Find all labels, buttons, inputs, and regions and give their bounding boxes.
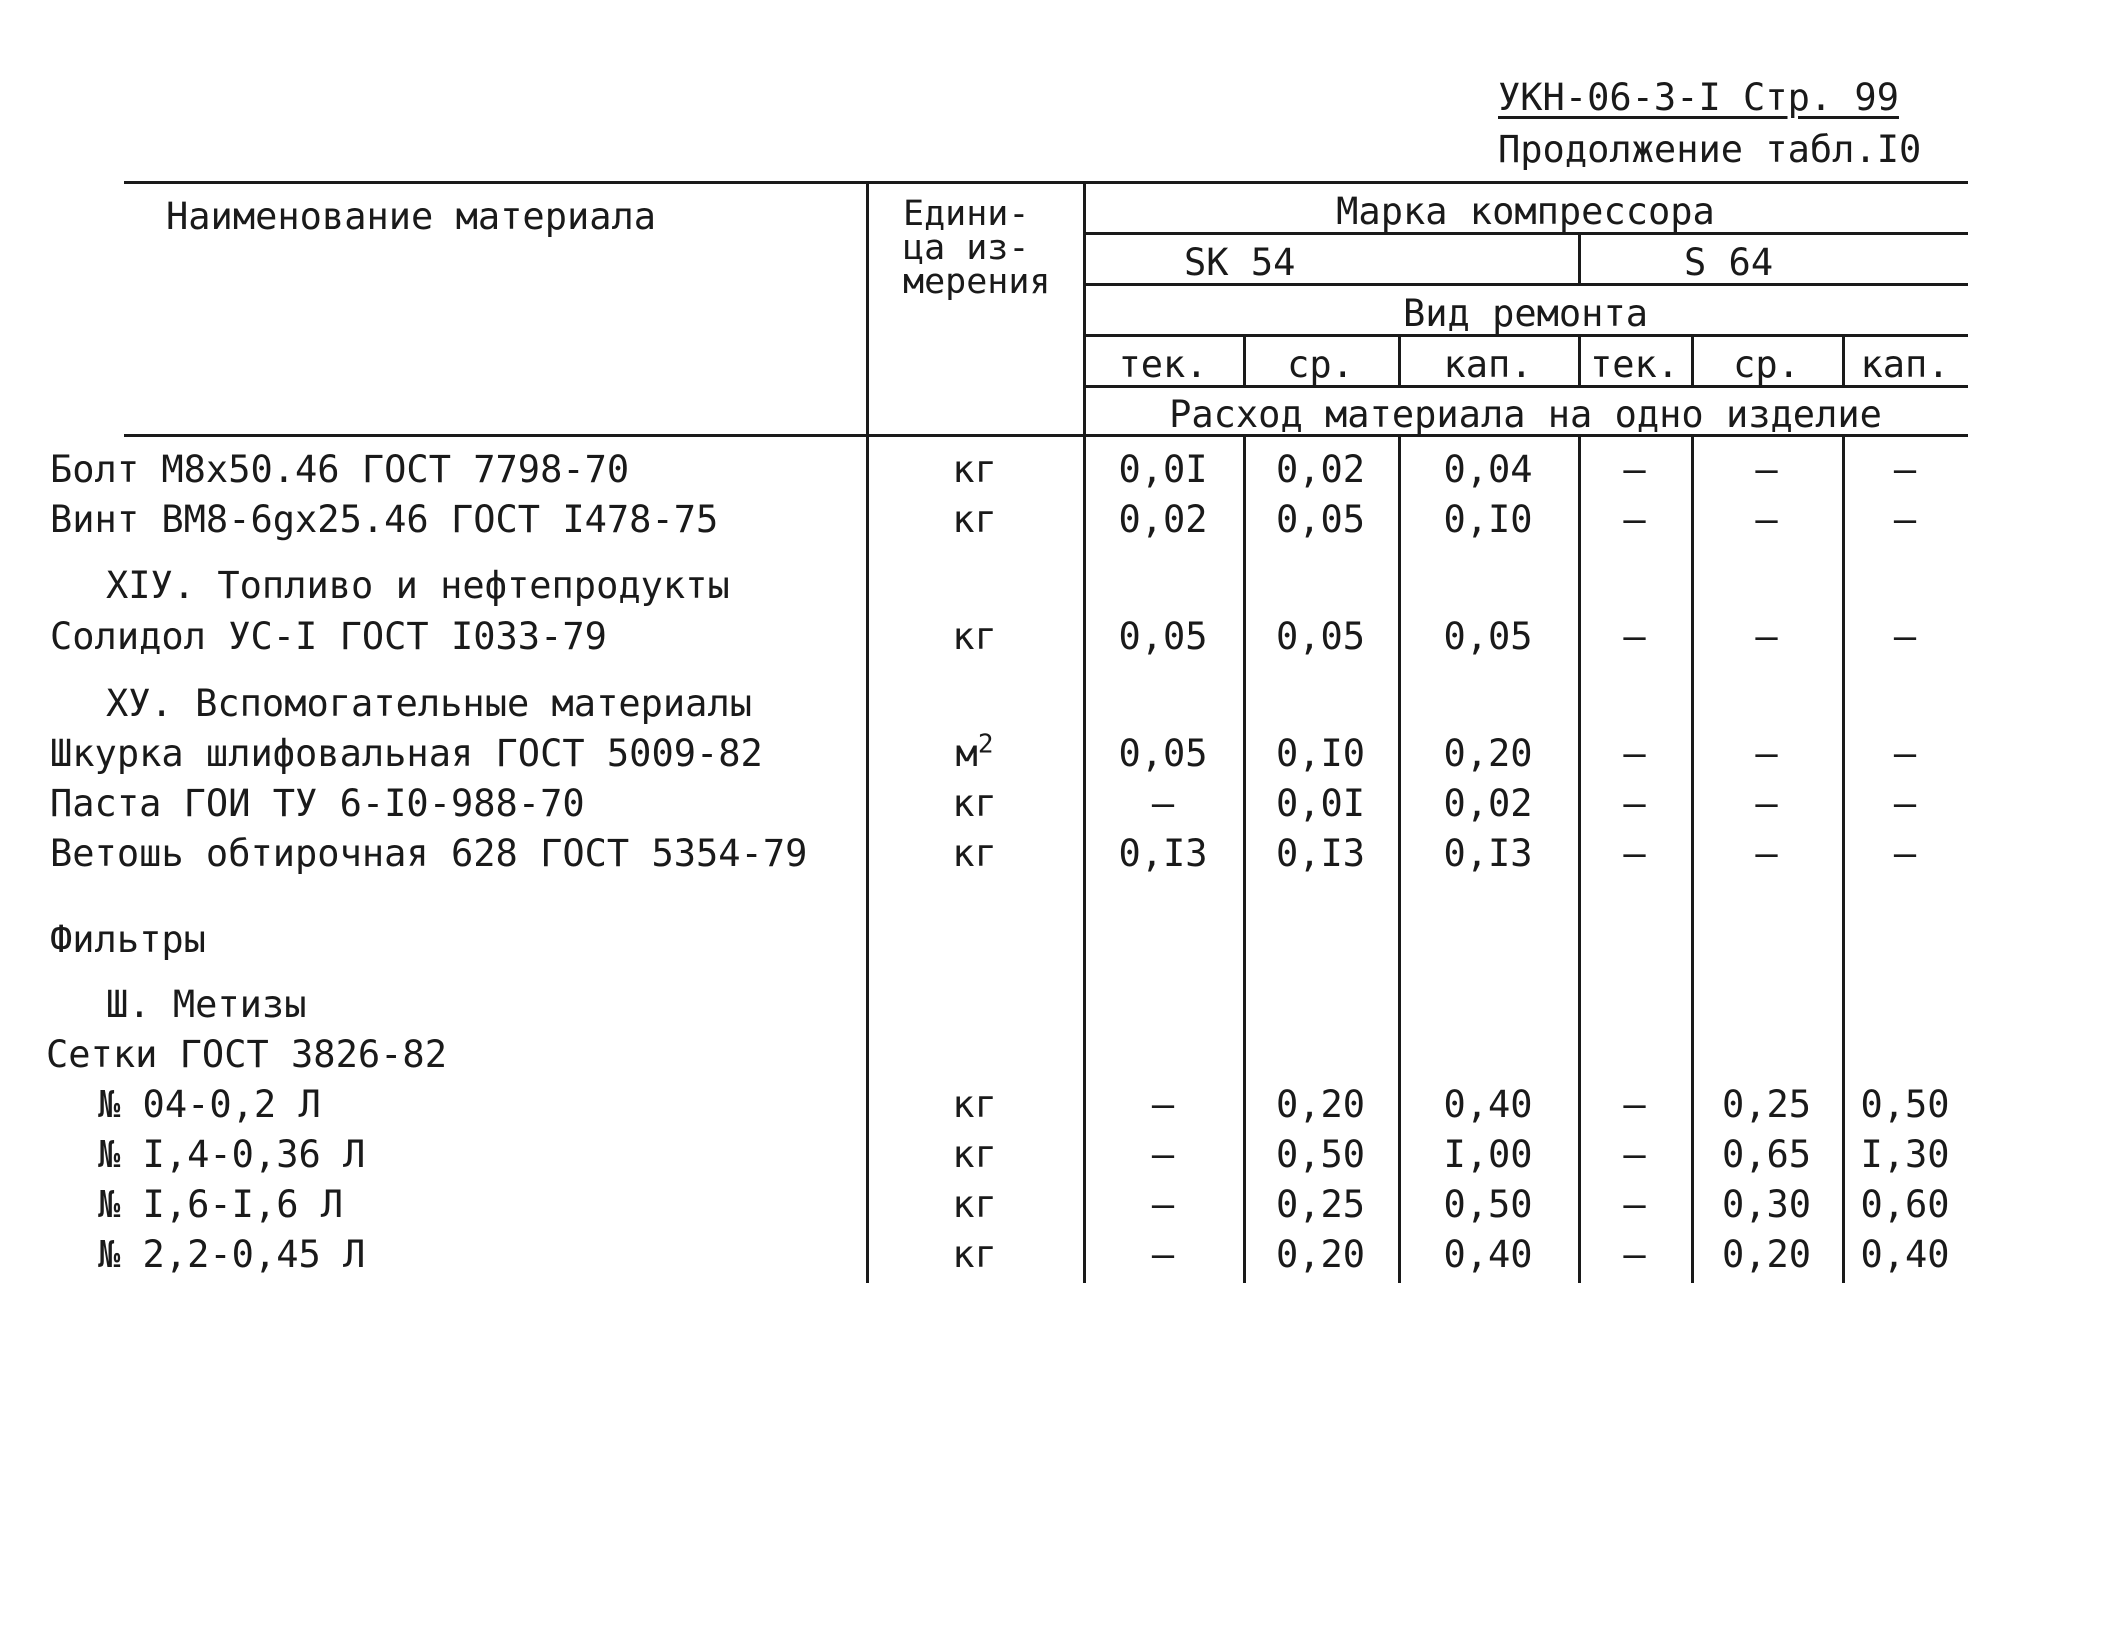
header-col-kap-1: кап.: [1443, 343, 1533, 386]
header-col-sr-1: ср.: [1287, 343, 1354, 386]
cell-value: –: [1755, 782, 1778, 825]
header-col-tek-2: тек.: [1589, 343, 1680, 386]
cell-value: –: [1755, 615, 1778, 658]
cell-value: –: [1893, 498, 1917, 541]
cell-value: 0,20: [1721, 1233, 1812, 1276]
table-continuation-label: Продолжение табл.I0: [1498, 128, 1922, 171]
row-unit: кг: [952, 1183, 997, 1226]
document-code: УКН-06-3-I Стр. 99: [1498, 76, 1899, 119]
row-name: № I,6-I,6 Л: [98, 1183, 344, 1226]
section-heading: Ш. Метизы: [106, 983, 307, 1026]
cell-value: 0,40: [1443, 1233, 1533, 1276]
cell-value: 0,0I: [1275, 782, 1366, 825]
cell-value: 0,02: [1275, 448, 1366, 491]
header-model-sk54: SK 54: [1184, 241, 1296, 284]
cell-value: 0,I0: [1275, 732, 1366, 775]
cell-value: –: [1623, 448, 1646, 491]
section-heading: Фильтры: [50, 918, 206, 961]
cell-value: –: [1623, 832, 1646, 875]
cell-value: –: [1755, 448, 1778, 491]
cell-value: –: [1893, 832, 1917, 875]
header-consumption: Расход материала на одно изделие: [1169, 393, 1882, 436]
cell-value: 0,I3: [1275, 832, 1366, 875]
cell-value: –: [1893, 615, 1917, 658]
row-name: № I,4-0,36 Л: [98, 1133, 366, 1176]
cell-value: 0,40: [1443, 1083, 1533, 1126]
row-name: Солидол УС-I ГОСТ I033-79: [50, 615, 607, 658]
cell-value: 0,50: [1860, 1083, 1950, 1126]
cell-value: –: [1151, 1233, 1175, 1276]
cell-value: 0,05: [1118, 732, 1208, 775]
cell-value: 0,40: [1860, 1233, 1950, 1276]
cell-value: 0,20: [1275, 1083, 1366, 1126]
cell-value: 0,05: [1275, 498, 1366, 541]
row-unit: кг: [952, 782, 997, 825]
cell-value: –: [1623, 732, 1646, 775]
cell-value: –: [1623, 1233, 1646, 1276]
cell-value: 0,20: [1275, 1233, 1366, 1276]
row-unit: кг: [952, 615, 997, 658]
cell-value: 0,I3: [1443, 832, 1533, 875]
cell-value: –: [1755, 832, 1778, 875]
cell-value: 0,25: [1275, 1183, 1366, 1226]
cell-value: 0,I3: [1118, 832, 1208, 875]
cell-value: –: [1755, 498, 1778, 541]
cell-value: 0,05: [1443, 615, 1533, 658]
header-compressor-brand: Марка компрессора: [1336, 190, 1715, 233]
cell-value: –: [1623, 1183, 1646, 1226]
row-name: Паста ГОИ ТУ 6-I0-988-70: [50, 782, 585, 825]
row-unit: кг: [952, 1133, 997, 1176]
row-unit: кг: [952, 832, 997, 875]
cell-value: 0,60: [1860, 1183, 1950, 1226]
row-unit: кг: [952, 1233, 997, 1276]
header-model-s64: S 64: [1684, 241, 1774, 284]
cell-value: 0,50: [1443, 1183, 1533, 1226]
header-repair-type: Вид ремонта: [1402, 292, 1649, 335]
row-name: Болт М8х50.46 ГОСТ 7798-70: [50, 448, 630, 491]
section-heading: XIУ. Топливо и нефтепродукты: [106, 564, 730, 607]
cell-value: –: [1893, 732, 1917, 775]
header-material-name: Наименование материала: [166, 195, 657, 238]
cell-value: 0,65: [1721, 1133, 1812, 1176]
cell-value: –: [1623, 1083, 1646, 1126]
row-name: Винт ВМ8-6gх25.46 ГОСТ I478-75: [50, 498, 719, 541]
row-unit: кг: [952, 1083, 997, 1126]
cell-value: 0,I0: [1443, 498, 1533, 541]
row-name: Сетки ГОСТ 3826-82: [46, 1033, 447, 1076]
row-unit: кг: [952, 448, 997, 491]
row-name: № 04-0,2 Л: [98, 1083, 321, 1126]
cell-value: –: [1151, 782, 1175, 825]
cell-value: 0,25: [1721, 1083, 1812, 1126]
cell-value: I,00: [1443, 1133, 1533, 1176]
cell-value: 0,02: [1443, 782, 1533, 825]
header-unit-line-3: мерения: [903, 262, 1051, 302]
header-col-tek-1: тек.: [1118, 343, 1208, 386]
cell-value: I,30: [1860, 1133, 1950, 1176]
table-top-rule: [124, 181, 1968, 184]
cell-value: –: [1893, 782, 1917, 825]
header-unit-line-2: ца из-: [903, 228, 1030, 268]
cell-value: –: [1623, 615, 1646, 658]
row-unit: кг: [952, 498, 997, 541]
cell-value: –: [1623, 498, 1646, 541]
row-unit: [866, 729, 1083, 776]
row-name: Шкурка шлифовальная ГОСТ 5009-82: [50, 732, 763, 775]
header-unit-line-1: Едини-: [903, 194, 1030, 234]
unit-base: м: [955, 732, 978, 775]
header-col-sr-2: ср.: [1733, 343, 1800, 386]
header-col-kap-2: кап.: [1860, 343, 1950, 386]
cell-value: 0,05: [1275, 615, 1366, 658]
cell-value: –: [1623, 782, 1646, 825]
cell-value: 0,20: [1443, 732, 1533, 775]
cell-value: –: [1623, 1133, 1646, 1176]
cell-value: –: [1151, 1183, 1175, 1226]
cell-value: –: [1151, 1133, 1175, 1176]
row-name: № 2,2-0,45 Л: [98, 1233, 366, 1276]
section-heading: ХУ. Вспомогательные материалы: [106, 682, 753, 725]
unit-exponent: 2: [977, 729, 994, 760]
cell-value: –: [1151, 1083, 1175, 1126]
cell-value: 0,04: [1443, 448, 1533, 491]
row-name: Ветошь обтирочная 628 ГОСТ 5354-79: [50, 832, 808, 875]
cell-value: 0,0I: [1118, 448, 1208, 491]
cell-value: 0,02: [1118, 498, 1208, 541]
cell-value: –: [1893, 448, 1917, 491]
model-divider: [1578, 232, 1581, 283]
cell-value: 0,05: [1118, 615, 1208, 658]
cell-value: 0,50: [1275, 1133, 1366, 1176]
cell-value: –: [1755, 732, 1778, 775]
cell-value: 0,30: [1721, 1183, 1812, 1226]
